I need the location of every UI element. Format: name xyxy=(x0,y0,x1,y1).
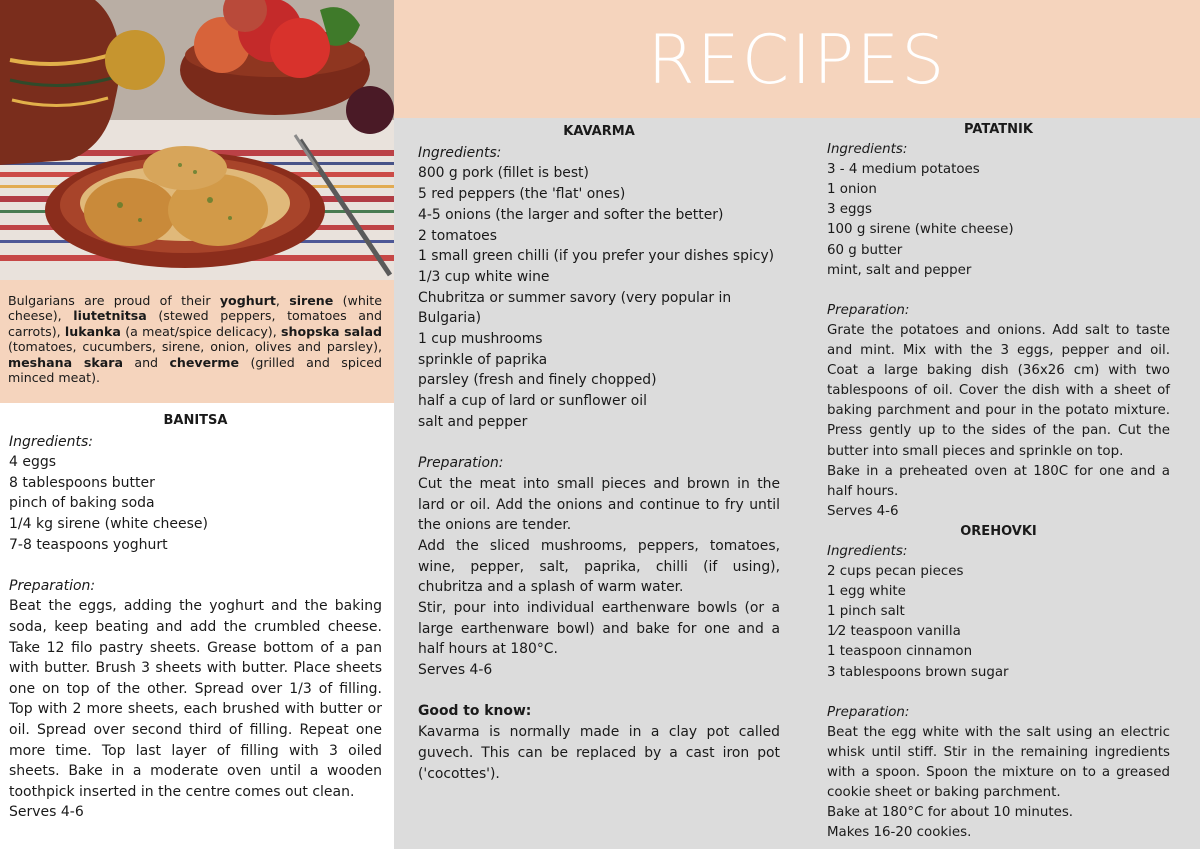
recipe-patatnik xyxy=(827,120,1170,522)
intro-food-yoghurt: yoghurt xyxy=(219,293,276,308)
preparation-label: Preparation: xyxy=(9,577,96,594)
preparation-step: Bake in a preheated oven at 180C for one and a half hours. xyxy=(827,463,1170,499)
ingredient: 2 tomatoes xyxy=(418,227,497,244)
ingredient: half a cup of lard or sunflower oil xyxy=(418,393,647,410)
ingredients-label: Ingredients: xyxy=(9,433,94,450)
ingredient: 1 egg white xyxy=(827,584,906,600)
good-to-know-text: Kavarma is normally made in a clay pot called guvech. This can be replaced by a cast iron pot ('cocottes'). xyxy=(418,724,780,782)
ingredient: 7-8 teaspoons yoghurt xyxy=(9,536,168,553)
intro-part: (stewed peppers, tomatoes and carrots), xyxy=(8,308,382,339)
preparation-label: Preparation: xyxy=(827,302,910,318)
ingredient: sprinkle of paprika xyxy=(418,351,548,368)
recipe-title: PATATNIK xyxy=(964,122,1033,137)
ingredient: 1/4 kg sirene (white cheese) xyxy=(9,515,209,532)
makes: Makes 16-20 cookies. xyxy=(827,825,972,841)
intro-part: (white cheese), xyxy=(8,293,382,324)
ingredient: 3 - 4 medium potatoes xyxy=(827,162,980,178)
intro-food-meshana-skara: meshana skara xyxy=(8,354,123,370)
ingredient: 100 g sirene (white cheese) xyxy=(827,222,1014,238)
intro-text xyxy=(0,280,394,403)
page-header xyxy=(394,0,1200,118)
ingredient: 4-5 onions (the larger and softer the better) xyxy=(418,206,724,223)
ingredient: 5 red peppers (the 'flat' ones) xyxy=(418,186,626,203)
ingredient: 1 cup mushrooms xyxy=(418,331,543,348)
serves: Serves 4-6 xyxy=(9,804,84,821)
preparation-label: Preparation: xyxy=(418,455,504,472)
serves: Serves 4-6 xyxy=(827,503,899,519)
preparation-step: Grate the potatoes and onions. Add salt to taste and mint. Mix with the 3 eggs, pepper and oil. Coat a large baking dish (36x26 cm) with two tablespoons of oil. Cover the dish with a sheet of baking parchment and pour in the potato mixture. Press gently up to the sides of the pan. Cut the butter into small pieces and sprinkle on top. xyxy=(827,322,1170,459)
ingredient: 1 small green chilli (if you prefer your dishes spicy) xyxy=(418,248,775,265)
ingredients-label: Ingredients: xyxy=(827,543,908,559)
ingredient: 1/3 cup white wine xyxy=(418,268,550,285)
recipe-kavarma xyxy=(418,122,780,784)
preparation-step: Stir, pour into individual earthenware bowls (or a large earthenware bowl) and bake for one and a half hours at 180°C. xyxy=(418,600,780,658)
food-photo xyxy=(0,0,394,280)
intro-food-sirene: sirene xyxy=(289,293,334,308)
serves: Serves 4-6 xyxy=(418,662,493,679)
preparation-step: Add the sliced mushrooms, peppers, tomatoes, wine, pepper, salt, paprika, chilli (if using), chubritza and a splash of warm water. xyxy=(418,537,780,596)
intro-part: (tomatoes, cucumbers, sirene, onion, olives and parsley), xyxy=(8,339,382,355)
intro-part: (grilled and spiced minced meat). xyxy=(8,354,382,386)
ingredient: 8 tablespoons butter xyxy=(9,474,155,491)
intro-part: and xyxy=(122,354,170,370)
ingredient: mint, salt and pepper xyxy=(827,262,972,278)
ingredient: pinch of baking soda xyxy=(9,495,155,512)
ingredient: Chubritza or summer savory (very popular in Bulgaria) xyxy=(418,289,732,327)
right-column xyxy=(827,120,1170,843)
preparation-label: Preparation: xyxy=(827,704,910,720)
ingredient: 800 g pork (fillet is best) xyxy=(418,165,589,182)
ingredient: 3 eggs xyxy=(827,202,872,218)
intro-paragraph xyxy=(8,293,382,385)
ingredient: 60 g butter xyxy=(827,242,903,258)
ingredient: parsley (fresh and finely chopped) xyxy=(418,372,657,389)
preparation-text: Beat the eggs, adding the yoghurt and the baking soda, keep beating and add the crumbled cheese. Take 12 filo pastry sheets. Grease bottom of a pan with butter. Brush 3 sheets with butter. Place sheets one on top of the other. Spread over 1/3 of filling. Top with 2 more sheets, each brushed with butter or oil. Spread over second third of filling. Repeat one more time. Top last layer of filling with 3 oiled sheets. Bake in a moderate oven until a wooden toothpick inserted in the centre comes out clean. xyxy=(9,598,382,800)
page-title: RECIPES xyxy=(647,21,947,100)
ingredient: 1 onion xyxy=(827,182,877,198)
ingredient: 1⁄2 teaspoon vanilla xyxy=(827,624,961,640)
ingredient: 1 pinch salt xyxy=(827,604,905,620)
intro-food-liutetnitsa: liutetnitsa xyxy=(73,308,147,324)
recipe-title: OREHOVKI xyxy=(960,523,1037,539)
ingredients-label: Ingredients: xyxy=(827,142,908,158)
ingredient: 3 tablespoons brown sugar xyxy=(827,664,1009,680)
ingredients-label: Ingredients: xyxy=(418,144,502,161)
ingredient: 4 eggs xyxy=(9,454,57,471)
ingredient: 2 cups pecan pieces xyxy=(827,564,964,580)
ingredient: salt and pepper xyxy=(418,413,528,430)
ingredient: 1 teaspoon cinnamon xyxy=(827,644,973,660)
recipe-orehovki xyxy=(827,522,1170,844)
intro-food-lukanka: lukanka xyxy=(64,323,121,339)
intro-food-cheverme: cheverme xyxy=(169,354,240,370)
recipe-title: KAVARMA xyxy=(563,124,635,139)
preparation-step: Beat the egg white with the salt using an electric whisk until stiff. Stir in the remaining ingredients with a spoon. Spoon the mixture on to a greased cookie sheet or baking parchment. xyxy=(827,724,1170,801)
intro-part: Bulgarians are proud of their xyxy=(8,293,220,308)
preparation-step: Cut the meat into small pieces and brown in the lard or oil. Add the onions and continue to fry until the onions are tender. xyxy=(418,475,780,534)
intro-food-shopska: shopska salad xyxy=(281,323,382,339)
food-photo-illustration xyxy=(0,0,394,280)
good-to-know-label: Good to know: xyxy=(418,703,532,720)
intro-part: , xyxy=(275,293,290,308)
recipe-title: BANITSA xyxy=(163,413,228,428)
preparation-step: Bake at 180°C for about 10 minutes. xyxy=(827,805,1074,821)
recipe-banitsa xyxy=(0,403,394,849)
intro-part: (a meat/spice delicacy), xyxy=(120,323,281,339)
